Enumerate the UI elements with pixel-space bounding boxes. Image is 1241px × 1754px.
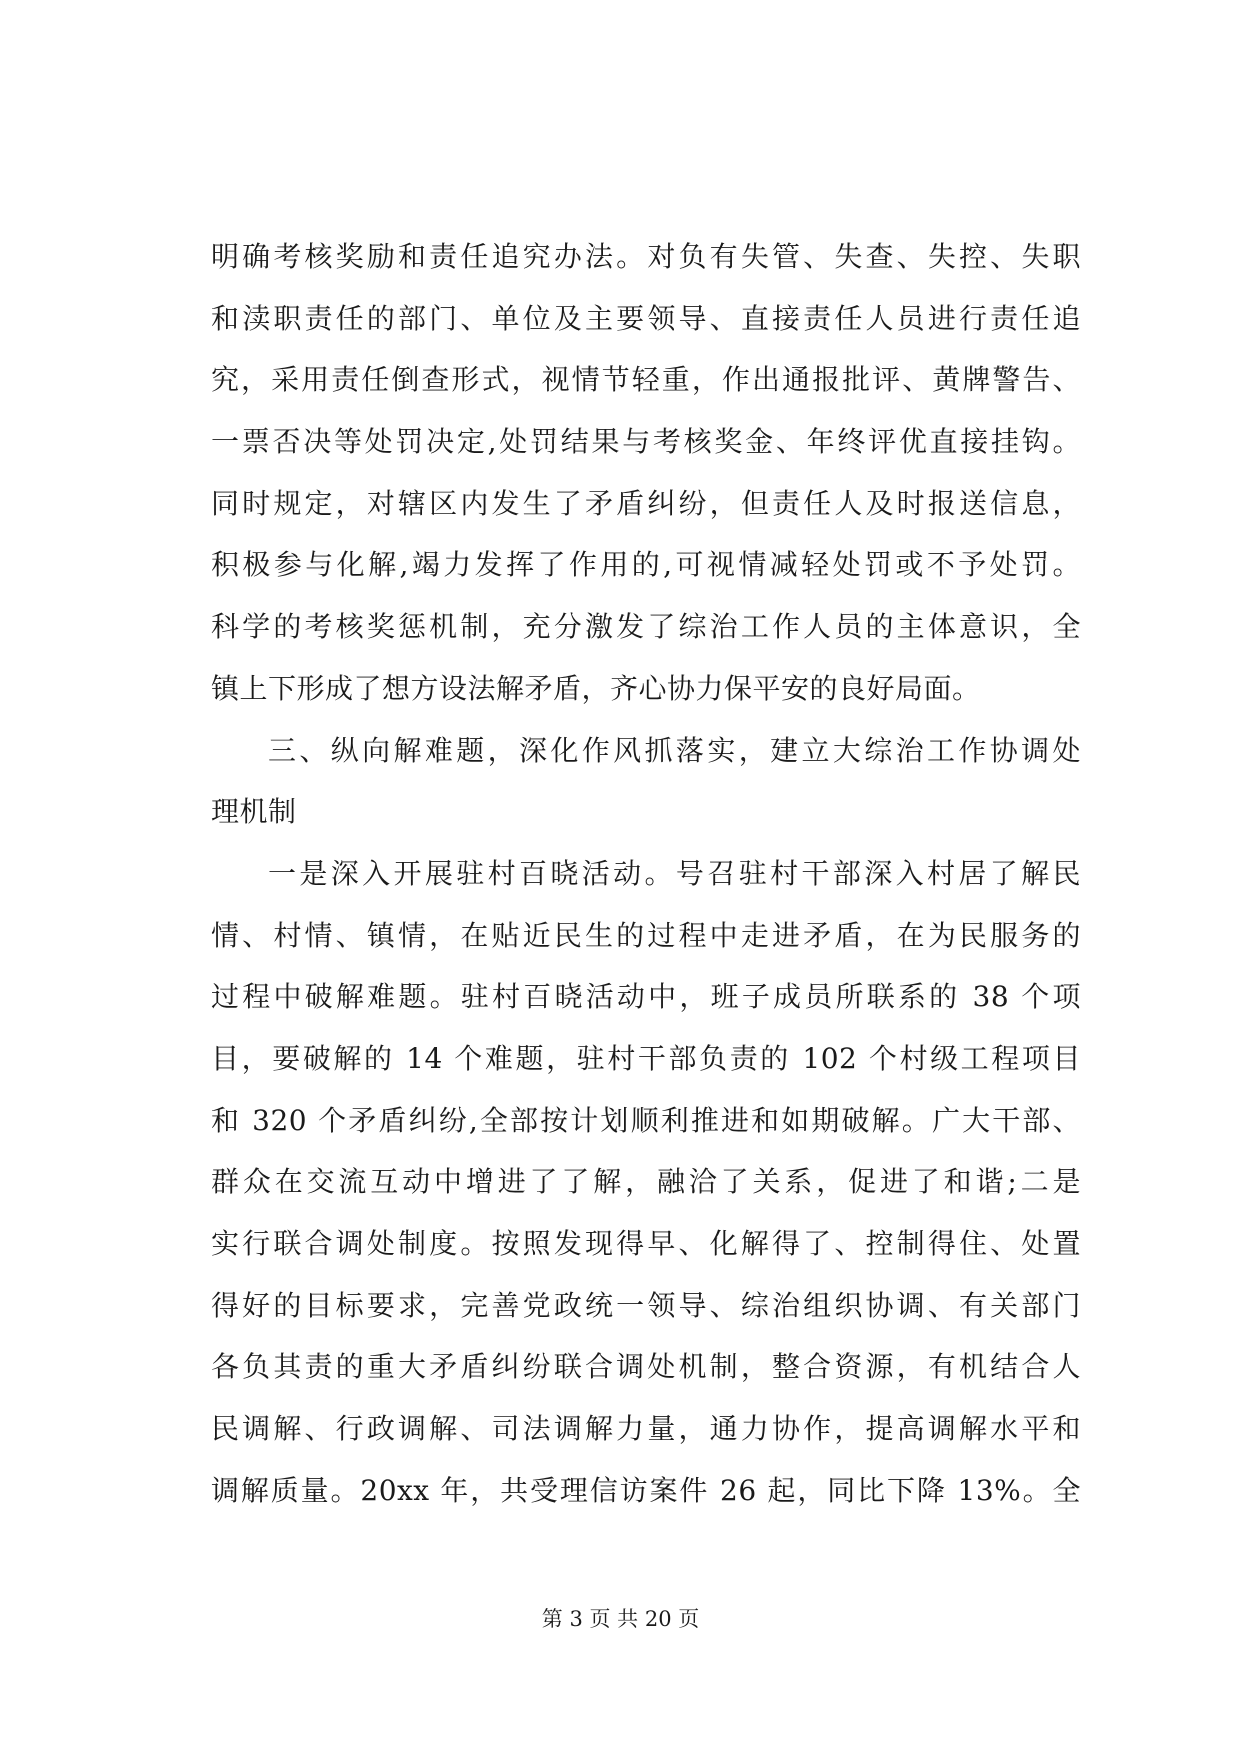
page-number-label: 第 3 页 共 20 页 [541,1607,700,1631]
text-line: 民调解、行政调解、司法调解力量，通力协作，提高调解水平和 [211,1412,1081,1446]
text-line: 镇上下形成了想方设法解矛盾，齐心协力保平安的良好局面。 [211,671,981,705]
text-line: 各负其责的重大矛盾纠纷联合调处机制，整合资源，有机结合人 [211,1350,1081,1384]
text-line: 得好的目标要求，完善党政统一领导、综治组织协调、有关部门 [211,1288,1081,1322]
text-line: 目，要破解的 14 个难题，驻村干部负责的 102 个村级工程项目 [211,1041,1081,1075]
text-line: 同时规定，对辖区内发生了矛盾纠纷，但责任人及时报送信息， [211,486,1081,520]
text-line: 明确考核奖励和责任追究办法。对负有失管、失查、失控、失职 [211,240,1081,273]
text-line: 群众在交流互动中增进了了解，融洽了关系，促进了和谐;二是 [211,1165,1081,1199]
text-line: 过程中破解难题。驻村百晓活动中，班子成员所联系的 38 个项 [211,980,1081,1014]
section-heading-line: 三、纵向解难题，深化作风抓落实，建立大综治工作协调处 [268,733,1081,767]
text-line: 调解质量。20xx 年，共受理信访案件 26 起，同比下降 13%。全 [211,1473,1081,1507]
text-line: 和 320 个矛盾纠纷,全部按计划顺利推进和如期破解。广大干部、 [211,1103,1081,1137]
body-text [211,226,1081,1521]
text-line: 情、村情、镇情，在贴近民生的过程中走进矛盾，在为民服务的 [211,918,1081,952]
text-line: 科学的考核奖惩机制，充分激发了综治工作人员的主体意识，全 [211,610,1081,644]
text-line: 和渎职责任的部门、单位及主要领导、直接责任人员进行责任追 [211,301,1081,335]
text-line: 实行联合调处制度。按照发现得早、化解得了、控制得住、处置 [211,1227,1081,1260]
section-heading-line: 理机制 [211,795,297,829]
text-line: 一是深入开展驻村百晓活动。号召驻村干部深入村居了解民 [268,856,1081,890]
text-line: 一票否决等处罚决定,处罚结果与考核奖金、年终评优直接挂钩。 [211,425,1081,459]
text-line: 究，采用责任倒查形式，视情节轻重，作出通报批评、黄牌警告、 [211,363,1081,397]
text-line: 积极参与化解,竭力发挥了作用的,可视情减轻处罚或不予处罚。 [211,548,1081,582]
page-footer [0,1604,1241,1634]
